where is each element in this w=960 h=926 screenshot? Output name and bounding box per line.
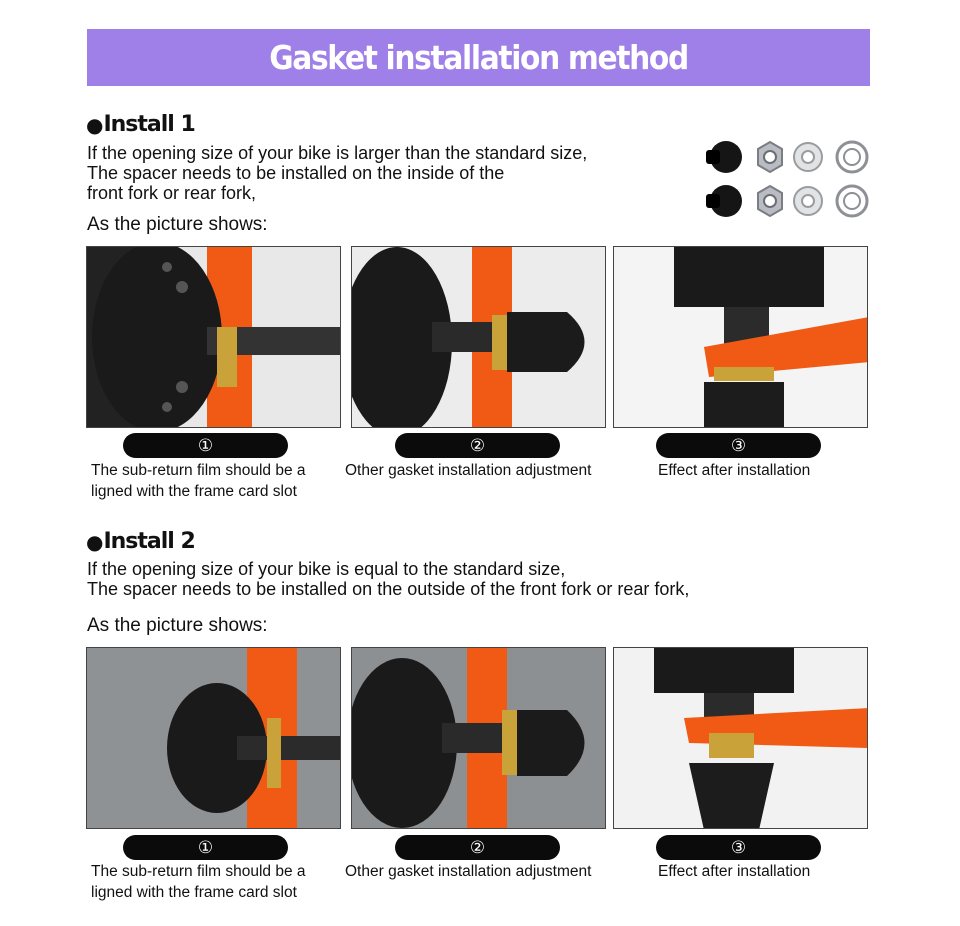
caption-line: Other gasket installation adjustment bbox=[345, 863, 592, 880]
step-badge: ② bbox=[395, 433, 560, 458]
caption-line: The sub-return film should be a bbox=[91, 863, 306, 880]
install-2-heading bbox=[86, 529, 195, 554]
install-2-title: Install 2 bbox=[103, 529, 195, 554]
install-2-photo-3 bbox=[613, 647, 868, 829]
install-1-heading bbox=[86, 112, 195, 137]
step-caption bbox=[658, 861, 810, 882]
caption-line: ligned with the frame card slot bbox=[91, 483, 297, 500]
step-badge: ① bbox=[123, 433, 288, 458]
install-2-photo-1 bbox=[86, 647, 341, 829]
install-2-line: The spacer needs to be installed on the outside of the front fork or rear fork, bbox=[87, 579, 690, 599]
caption-line: Effect after installation bbox=[658, 863, 811, 880]
install-1-title: Install 1 bbox=[103, 112, 195, 137]
step-badge: ③ bbox=[656, 835, 821, 860]
install-1-shows-label: As the picture shows: bbox=[87, 214, 268, 235]
install-1-photo-3 bbox=[613, 246, 868, 428]
bullet-icon: ● bbox=[86, 529, 103, 554]
install-1-photo-1 bbox=[86, 246, 341, 428]
step-caption bbox=[345, 861, 591, 882]
install-1-line: The spacer needs to be installed on the inside of the bbox=[87, 163, 505, 183]
step-caption bbox=[345, 460, 591, 481]
install-2-shows-label: As the picture shows: bbox=[87, 615, 268, 636]
install-2-description bbox=[87, 559, 689, 599]
step-caption bbox=[658, 460, 810, 481]
install-1-photo-2 bbox=[351, 246, 606, 428]
step-caption bbox=[91, 861, 306, 903]
bullet-icon: ● bbox=[86, 112, 103, 137]
install-1-description bbox=[87, 143, 587, 203]
caption-line: The sub-return film should be a bbox=[91, 462, 306, 479]
caption-line: Other gasket installation adjustment bbox=[345, 462, 592, 479]
caption-line: ligned with the frame card slot bbox=[91, 884, 297, 901]
page-title: Gasket installation method bbox=[269, 38, 688, 77]
install-1-line: If the opening size of your bike is larger than the standard size, bbox=[87, 143, 588, 163]
hardware-kit-image bbox=[700, 136, 872, 227]
step-badge: ② bbox=[395, 835, 560, 860]
title-banner bbox=[87, 29, 870, 86]
step-caption bbox=[91, 460, 306, 502]
step-badge: ① bbox=[123, 835, 288, 860]
install-2-line: If the opening size of your bike is equal to the standard size, bbox=[87, 559, 566, 579]
step-badge: ③ bbox=[656, 433, 821, 458]
install-2-photo-2 bbox=[351, 647, 606, 829]
install-1-line: front fork or rear fork, bbox=[87, 183, 257, 203]
caption-line: Effect after installation bbox=[658, 462, 811, 479]
